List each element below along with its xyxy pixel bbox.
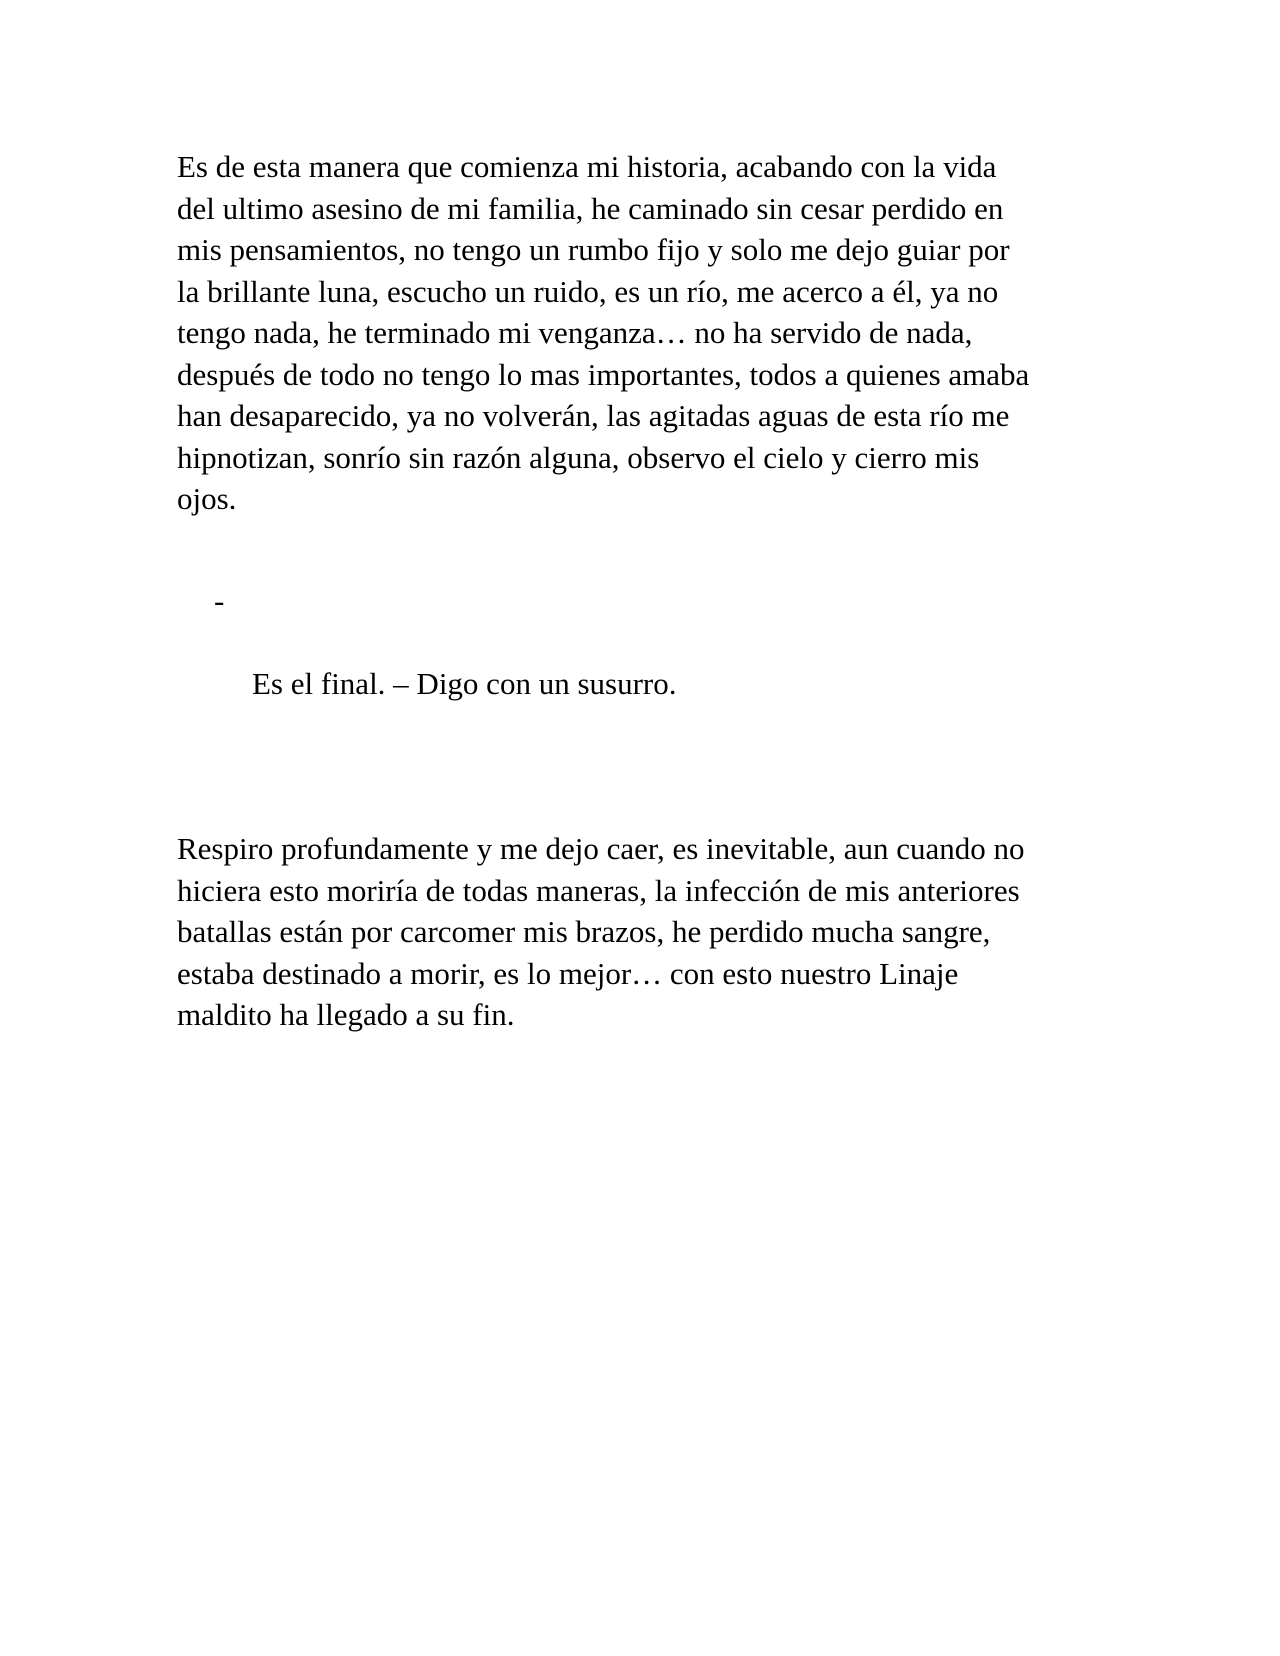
paragraph-closing: Respiro profundamente y me dejo caer, es inevitable, aun cuando no hiciera esto moriría de todas maneras, la infección de mis anteriores batallas están por carcomer mis brazos, he perdido mucha sangre, estaba destinado a morir, es lo mejor… con esto nuestro Linaje maldito ha llegado a su fin. xyxy=(177,831,1025,1032)
dialogue-line xyxy=(177,580,1112,705)
paragraph-opening: Es de esta manera que comienza mi historia, acabando con la vida del ultimo asesino de mi familia, he caminado sin cesar perdido en mis pensamientos, no tengo un rumbo fijo y solo me dejo guiar por la brillante luna, escucho un ruido, es un río, me acerco a él, ya no tengo nada, he terminado mi venganza… no ha servido de nada, después de todo no tengo lo mas importantes, todos a quienes amaba han desaparecido, ya no volverán, las agitadas aguas de esta río me hipnotizan, sonrío sin razón alguna, observo el cielo y cierro mis ojos. xyxy=(177,149,1030,516)
dialogue-text: Es el final. – Digo con un susurro. xyxy=(252,665,677,701)
document-body xyxy=(177,146,1112,1036)
dialogue-dash: - xyxy=(214,582,225,618)
